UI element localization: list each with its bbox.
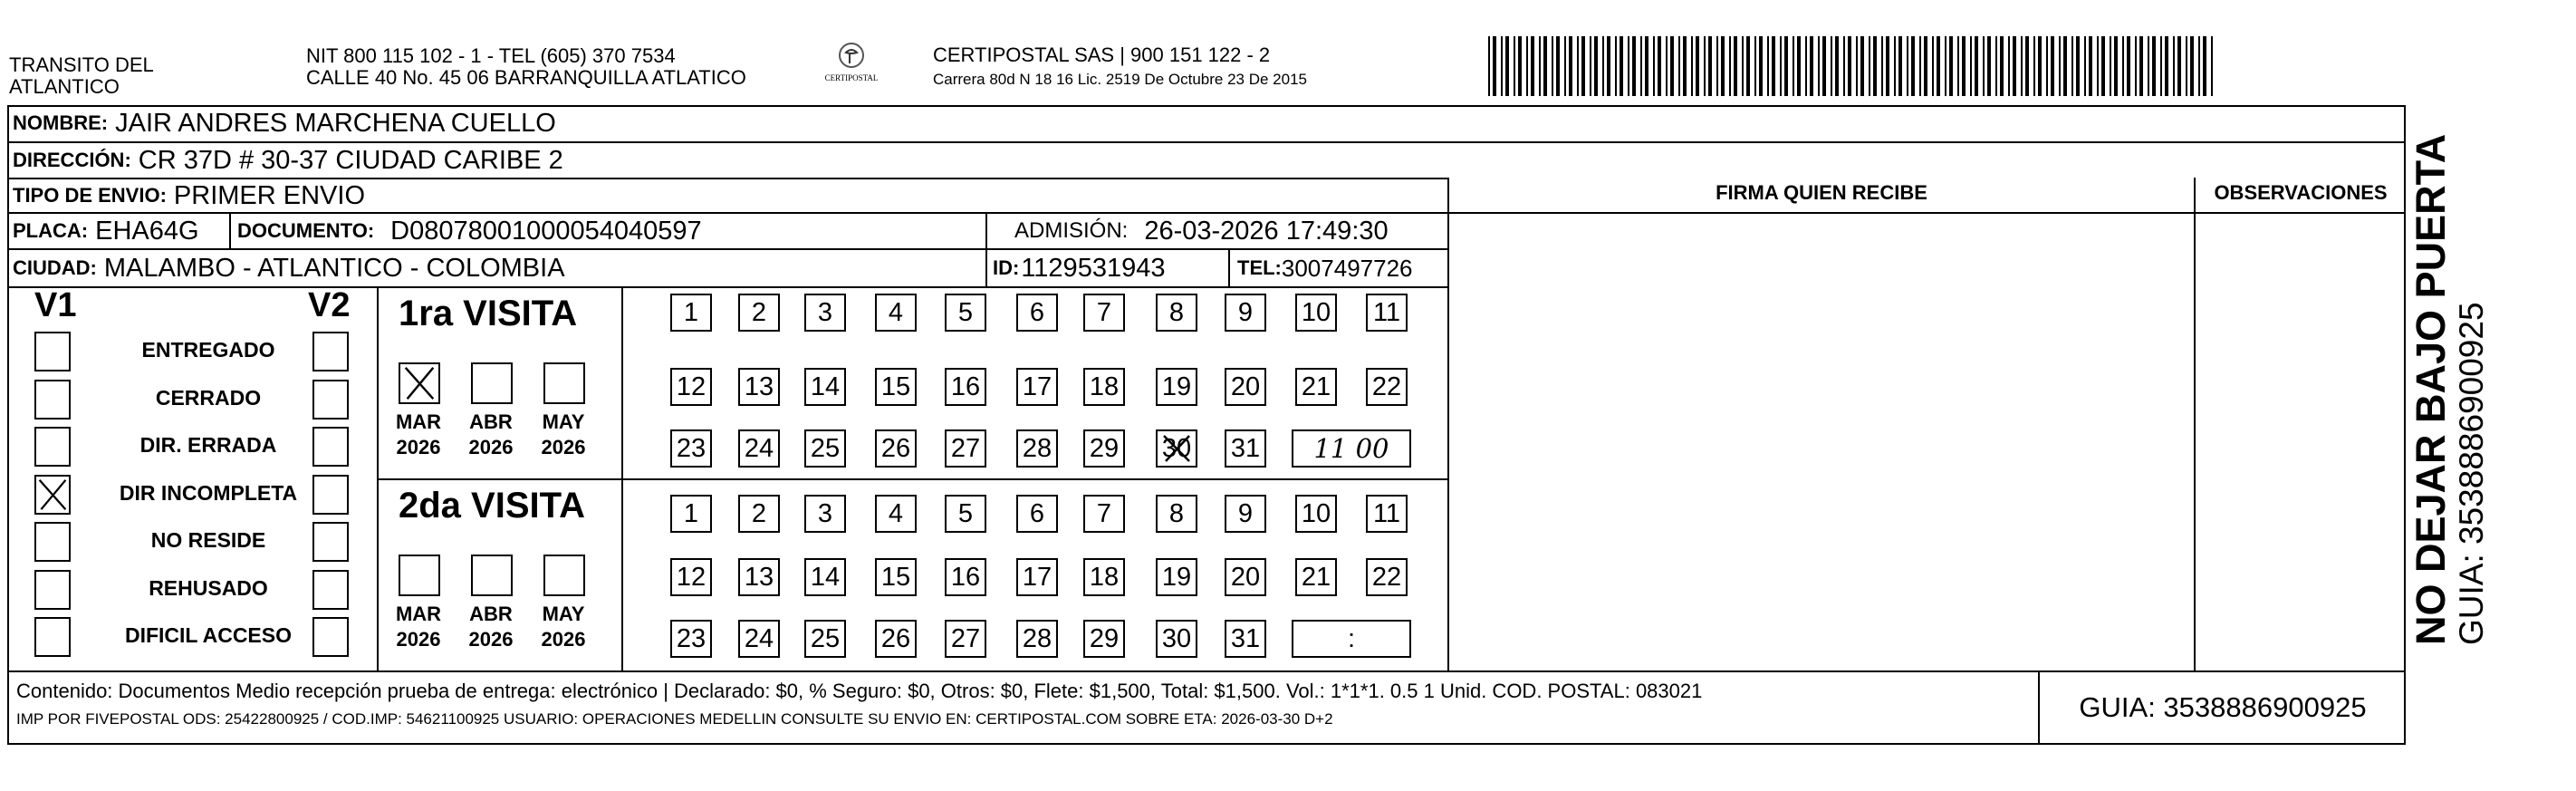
day-box[interactable]: 2 [738,495,780,533]
day-box[interactable]: 31 [1225,429,1266,468]
day-box[interactable]: 23 [670,429,712,468]
day-box[interactable]: 1 [670,495,712,533]
barcode-bar [1691,36,1693,96]
barcode-bar [1924,36,1927,96]
v2-label: V2 [308,286,351,324]
day-box[interactable]: 5 [945,294,986,332]
month-label: MAY 2026 [541,603,586,651]
barcode-bar [1539,36,1541,96]
barcode-bar [2025,36,2029,96]
day-box[interactable]: 29 [1083,620,1125,658]
barcode-bar [1670,36,1674,96]
barcode-bar [2038,36,2042,96]
barcode-bar [1818,36,1820,96]
day-box[interactable]: 28 [1016,620,1058,658]
day-box[interactable]: 24 [738,620,780,658]
barcode-bar [1729,36,1731,96]
x-mark-icon [36,477,69,513]
side-text [2409,129,2500,645]
time-box-first[interactable]: 11 00 [1292,429,1411,468]
barcode-bar [1594,36,1598,96]
certipostal-logo: CERTIPOSTAL [815,42,888,82]
barcode-bar [2110,36,2111,96]
day-box[interactable]: 4 [875,294,917,332]
v2-checkbox[interactable] [312,380,349,420]
day-box[interactable]: 7 [1083,495,1125,533]
barcode-bar [1759,36,1763,96]
day-box[interactable]: 9 [1225,294,1266,332]
status-label: REHUSADO [149,575,268,600]
barcode-bar [2076,36,2080,96]
barcode-bar [1856,36,1858,96]
day-box[interactable]: 11 [1366,294,1408,332]
barcode-bar [1501,36,1503,96]
day-box[interactable]: 27 [945,429,986,468]
barcode-bar [2008,36,2010,96]
day-box[interactable]: 22 [1366,368,1408,406]
barcode-bar [2051,36,2054,96]
barcode-bar [2084,36,2086,96]
status-label: ENTREGADO [141,338,275,362]
v2-checkbox[interactable] [312,522,349,562]
barcode-bar [1716,36,1718,96]
day-box[interactable]: 5 [945,495,986,533]
day-box[interactable]: 2 [738,294,780,332]
barcode-bar [1577,36,1579,96]
barcode-bar [1754,36,1756,96]
day-box[interactable]: 29 [1083,429,1125,468]
barcode-bar [1543,36,1547,96]
barcode-bar [1843,36,1845,96]
day-box[interactable]: 17 [1016,368,1058,406]
barcode-bar [2139,36,2143,96]
barcode-bar [1767,36,1769,96]
barcode-bar [1831,36,1832,96]
day-box[interactable]: 28 [1016,429,1058,468]
month-checkbox-may[interactable] [543,555,585,596]
barcode-bar [1620,36,1623,96]
barcode-bar [1569,36,1572,96]
day-box[interactable]: 19 [1156,368,1197,406]
barcode-bar [2165,36,2168,96]
barcode-bar [2059,36,2061,96]
barcode-bar [1678,36,1680,96]
barcode-bar [2101,36,2105,96]
certipostal-info: CERTIPOSTAL SAS | 900 151 122 - 2 Carrera 80d N 18 16 Lic. 2519 De Octubre 23 De 2015 [933,43,1307,88]
barcode-bar [2000,36,2004,96]
barcode-bar [1784,36,1788,96]
barcode-bar [1742,36,1744,96]
tipo-envio-field: TIPO DE ENVIO: PRIMER ENVIO [13,180,366,210]
x-mark-icon [400,364,438,402]
day-box[interactable]: 21 [1295,558,1337,596]
day-box[interactable]: 20 [1225,558,1266,596]
barcode-bar [1514,36,1515,96]
direccion-field: DIRECCIÓN: CR 37D # 30-37 CIUDAD CARIBE 2 [13,145,563,175]
x-mark-icon [1158,432,1195,465]
time-box-second[interactable]: : [1292,620,1411,658]
barcode-bar [2046,36,2048,96]
day-box[interactable]: 21 [1295,368,1337,406]
barcode-bar [1772,36,1775,96]
day-box[interactable]: 12 [670,368,712,406]
barcode-bar [1683,36,1687,96]
barcode-bar [1810,36,1813,96]
barcode-bar [1937,36,1940,96]
barcode-bar [2013,36,2016,96]
barcode-bar [1949,36,1953,96]
barcode-bar [1746,36,1750,96]
barcode [1488,36,2222,96]
barcode-bar [2177,36,2181,96]
day-box[interactable]: 10 [1295,294,1337,332]
v1-checkbox[interactable] [34,475,71,515]
day-box[interactable]: 24 [738,429,780,468]
day-box[interactable]: 25 [804,620,846,658]
barcode-bar [1962,36,1966,96]
barcode-bar [1493,36,1496,96]
barcode-bar [2127,36,2130,96]
documento-field: DOCUMENTO: D08078001000054040597 [237,216,702,246]
day-box[interactable]: 18 [1083,558,1125,596]
day-box[interactable]: 26 [875,429,917,468]
day-box[interactable]: 7 [1083,294,1125,332]
day-box[interactable]: 16 [945,558,986,596]
barcode-bar [1552,36,1553,96]
barcode-bar [1590,36,1591,96]
month-label: MAY 2026 [541,410,586,458]
day-box[interactable]: 12 [670,558,712,596]
barcode-bar [1945,36,1946,96]
day-box[interactable]: 8 [1156,495,1197,533]
barcode-bar [1898,36,1902,96]
v2-checkbox[interactable] [312,570,349,610]
day-box[interactable]: 17 [1016,558,1058,596]
month-label: ABR 2026 [468,410,514,458]
day-box[interactable]: 15 [875,368,917,406]
barcode-bar [1645,36,1648,96]
barcode-bar [1734,36,1737,96]
day-box[interactable]: 22 [1366,558,1408,596]
barcode-bar [1602,36,1604,96]
day-box[interactable]: 18 [1083,368,1125,406]
barcode-bar [1919,36,1921,96]
day-box[interactable]: 13 [738,558,780,596]
month-label: ABR 2026 [468,603,514,651]
barcode-bar [1881,36,1883,96]
barcode-bar [1975,36,1978,96]
nombre-field: NOMBRE: JAIR ANDRES MARCHENA CUELLO [13,108,556,138]
company-contact: NIT 800 115 102 - 1 - TEL (605) 370 7534 CALLE 40 No. 45 06 BARRANQUILLA ATLATICO [306,44,746,89]
v1-checkbox[interactable] [34,332,71,371]
barcode-bar [2097,36,2099,96]
firma-label: FIRMA QUIEN RECIBE [1716,181,1927,204]
barcode-bar [2190,36,2194,96]
guia-box: GUIA: 3538886900925 [2079,691,2367,723]
v1-checkbox[interactable] [34,617,71,657]
day-box[interactable]: 3 [804,294,846,332]
status-label: DIFICIL ACCESO [124,623,292,647]
day-box[interactable]: 6 [1016,294,1058,332]
barcode-bar [1995,36,1997,96]
company-name: TRANSITO DEL ATLANTICO [9,53,154,98]
day-box[interactable]: 9 [1225,495,1266,533]
barcode-bar [2135,36,2137,96]
status-label: DIR INCOMPLETA [119,480,298,505]
barcode-bar [1628,36,1629,96]
barcode-bar [2173,36,2175,96]
barcode-bar [1581,36,1585,96]
day-box[interactable]: 30 [1156,429,1197,468]
barcode-bar [2148,36,2149,96]
imp-text: IMP POR FIVEPOSTAL ODS: 25422800925 / COD.IMP: 54621100925 USUARIO: OPERACIONES MEDELLIN CONSULTE SU ENVIO EN: CERTIPOSTAL.COM SOBRE ETA: 2026-03-30 D+2 [16,710,1333,728]
v2-checkbox[interactable] [312,332,349,371]
barcode-bar [2063,36,2067,96]
barcode-bar [2089,36,2092,96]
month-checkbox-abr[interactable] [471,362,513,404]
v2-checkbox[interactable] [312,427,349,467]
barcode-bar [2021,36,2023,96]
status-label: DIR. ERRADA [139,433,277,457]
barcode-bar [1873,36,1877,96]
barcode-bar [1987,36,1991,96]
barcode-bar [1556,36,1560,96]
barcode-bar [1526,36,1528,96]
v1-label: V1 [34,286,77,324]
barcode-bar [1518,36,1522,96]
contenido-text: Contenido: Documentos Medio recepción prueba de entrega: electrónico | Declarado: $0, % Seguro: $0, Otros: $0, Flete: $1,500, Total: $1,500. Vol.: 1*1*1. 0.5 1 Unid. COD. POSTAL: 083021 [16,680,1703,702]
barcode-bar [1488,36,1490,96]
id-field: ID: 1129531943 [993,253,1166,283]
tel-field: TEL: 3007497726 [1237,254,1413,282]
month-label: MAR 2026 [395,410,442,458]
barcode-bar [1564,36,1566,96]
second-visit-title: 2da VISITA [399,486,585,526]
month-checkbox-mar[interactable] [399,362,440,404]
barcode-bar [1848,36,1851,96]
barcode-bar [1708,36,1712,96]
month-label: MAR 2026 [395,603,442,651]
day-box[interactable]: 26 [875,620,917,658]
barcode-bar [2033,36,2035,96]
barcode-bar [2122,36,2124,96]
barcode-bar [2152,36,2156,96]
barcode-bar [1886,36,1889,96]
barcode-bar [2203,36,2206,96]
barcode-bar [1983,36,1985,96]
day-box[interactable]: 15 [875,558,917,596]
barcode-bar [1911,36,1915,96]
day-box[interactable]: 14 [804,558,846,596]
barcode-bar [1696,36,1699,96]
placa-field: PLACA: EHA64G [13,216,199,246]
status-label: CERRADO [155,385,262,410]
barcode-bar [1704,36,1706,96]
barcode-bar [1531,36,1534,96]
month-checkbox-mar[interactable] [399,555,440,596]
barcode-bar [1780,36,1782,96]
ciudad-field: CIUDAD: MALAMBO - ATLANTICO - COLOMBIA [13,253,565,283]
day-box[interactable]: 8 [1156,294,1197,332]
day-box[interactable]: 25 [804,429,846,468]
day-box[interactable]: 14 [804,368,846,406]
day-box[interactable]: 10 [1295,495,1337,533]
barcode-bar [2114,36,2118,96]
barcode-bar [1615,36,1617,96]
day-box[interactable]: 1 [670,294,712,332]
barcode-bar [1894,36,1896,96]
barcode-bar [1822,36,1826,96]
barcode-bar [2071,36,2073,96]
v2-checkbox[interactable] [312,617,349,657]
barcode-bar [1505,36,1509,96]
barcode-bar [1860,36,1864,96]
barcode-bar [1797,36,1801,96]
day-box[interactable]: 13 [738,368,780,406]
barcode-bar [1805,36,1807,96]
barcode-bar [2186,36,2187,96]
status-label: NO RESIDE [150,528,266,552]
barcode-bar [1607,36,1610,96]
v1-checkbox[interactable] [34,380,71,420]
day-box[interactable]: 6 [1016,495,1058,533]
barcode-bar [1793,36,1794,96]
barcode-bar [1658,36,1661,96]
day-box[interactable]: 3 [804,495,846,533]
v1-checkbox[interactable] [34,522,71,562]
day-box[interactable]: 20 [1225,368,1266,406]
v2-checkbox[interactable] [312,475,349,515]
month-checkbox-may[interactable] [543,362,585,404]
day-box[interactable]: 19 [1156,558,1197,596]
barcode-bar [1932,36,1934,96]
barcode-bar [2160,36,2162,96]
month-checkbox-abr[interactable] [471,555,513,596]
day-box[interactable]: 23 [670,620,712,658]
barcode-bar [1907,36,1908,96]
barcode-bar [1632,36,1636,96]
no-dejar-warning: NO DEJAR BAJO PUERTA [2408,133,2454,645]
v1-checkbox[interactable] [34,570,71,610]
day-box[interactable]: 27 [945,620,986,658]
logo-icon [838,42,865,69]
barcode-bar [1835,36,1839,96]
v1-checkbox[interactable] [34,427,71,467]
first-visit-title: 1ra VISITA [399,294,578,333]
observaciones-label: OBSERVACIONES [2214,181,2388,204]
day-box[interactable]: 16 [945,368,986,406]
barcode-bar [1721,36,1725,96]
day-box[interactable]: 11 [1366,495,1408,533]
barcode-bar [2198,36,2200,96]
barcode-bar [1666,36,1668,96]
day-box[interactable]: 4 [875,495,917,533]
day-box[interactable]: 31 [1225,620,1266,658]
barcode-bar [1640,36,1642,96]
barcode-bar [1869,36,1870,96]
admision-field: ADMISIÓN: 26-03-2026 17:49:30 [1014,216,1389,246]
side-guia: GUIA: 3538886900925 [2453,302,2490,645]
barcode-bar [1653,36,1655,96]
day-box[interactable]: 30 [1156,620,1197,658]
barcode-bar [1970,36,1972,96]
barcode-bar [2211,36,2213,96]
barcode-bar [1957,36,1959,96]
